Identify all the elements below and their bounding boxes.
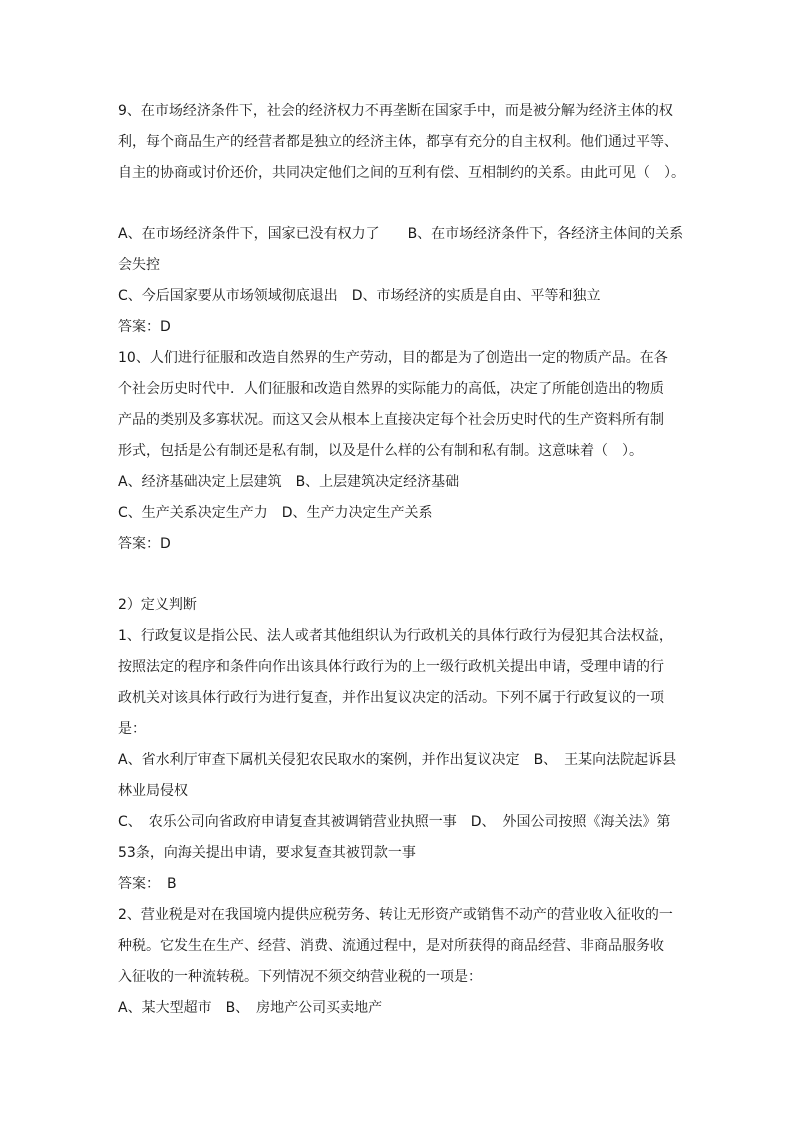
question-10-stem-line: 个社会历史时代中．人们征服和改造自然界的实际能力的高低，决定了所能创造出的物质 <box>118 381 664 397</box>
question-9-stem-line: 利，每个商品生产的经营者都是独立的经济主体，都享有充分的自主权利。他们通过平等、 <box>118 134 678 150</box>
definition-1-option-line: 林业局侵权 <box>118 783 188 799</box>
definition-1-answer: 答案： B <box>118 876 177 892</box>
definition-1-stem-line: 是： <box>118 721 146 737</box>
definition-1-stem-line: 按照法定的程序和条件向作出该具体行政行为的上一级行政机关提出申请，受理申请的行 <box>118 659 664 675</box>
definition-2-option-line: A、某大型超市 B、 房地产公司买卖地产 <box>118 1000 383 1016</box>
definition-2-stem-line: 2、营业税是对在我国境内提供应税劳务、转让无形资产或销售不动产的营业收入征收的一 <box>118 907 673 923</box>
definition-2-stem-line: 种税。它发生在生产、经营、消费、流通过程中，是对所获得的商品经营、非商品服务收 <box>118 938 664 954</box>
question-9-option-line: A、在市场经济条件下，国家已没有权力了 B、在市场经济条件下，各经济主体间的关系 <box>118 226 684 242</box>
question-9-option-line: 会失控 <box>118 257 160 273</box>
definition-2-stem-line: 入征收的一种流转税。下列情况不须交纳营业税的一项是： <box>118 969 482 985</box>
definition-1-stem-line: 政机关对该具体行政行为进行复查，并作出复议决定的活动。下列不属于行政复议的一项 <box>118 690 664 706</box>
question-10-answer: 答案：D <box>118 536 171 552</box>
document-page <box>118 96 686 1024</box>
definition-1-option-line: A、省水利厅审查下属机关侵犯农民取水的案例，并作出复议决定 B、 王某向法院起诉县 <box>118 752 677 768</box>
question-10-option-line: A、经济基础决定上层建筑 B、上层建筑决定经济基础 <box>118 474 460 490</box>
question-9-option-line: C、今后国家要从市场领域彻底退出 D、市场经济的实质是自由、平等和独立 <box>118 288 601 304</box>
question-10-stem-line: 10、人们进行征服和改造自然界的生产劳动，目的都是为了创造出一定的物质产品。在各 <box>118 350 668 366</box>
section-title: 2）定义判断 <box>118 597 197 613</box>
definition-1-option-line: C、 农乐公司向省政府申请复查其被调销营业执照一事 D、 外国公司按照《海关法》第 <box>118 814 671 830</box>
question-9-answer: 答案：D <box>118 319 171 335</box>
question-10-option-line: C、生产关系决定生产力 D、生产力决定生产关系 <box>118 505 433 521</box>
question-10-stem-line: 产品的类别及多寡状况。而这又会从根本上直接决定每个社会历史时代的生产资料所有制 <box>118 412 664 428</box>
question-9-stem-line: 9、在市场经济条件下，社会的经济权力不再垄断在国家手中，而是被分解为经济主体的权 <box>118 103 673 119</box>
question-9-stem-line: 自主的协商或讨价还价，共同决定他们之间的互利有偿、互相制约的关系。由此可见（ ）。 <box>118 165 685 181</box>
definition-1-stem-line: 1、行政复议是指公民、法人或者其他组织认为行政机关的具体行政行为侵犯其合法权益， <box>118 628 673 644</box>
question-10-stem-line: 形式，包括是公有制还是私有制，以及是什么样的公有制和私有制。这意味着（ ）。 <box>118 443 643 459</box>
definition-1-option-line: 53条，向海关提出申请，要求复查其被罚款一事 <box>118 845 416 861</box>
